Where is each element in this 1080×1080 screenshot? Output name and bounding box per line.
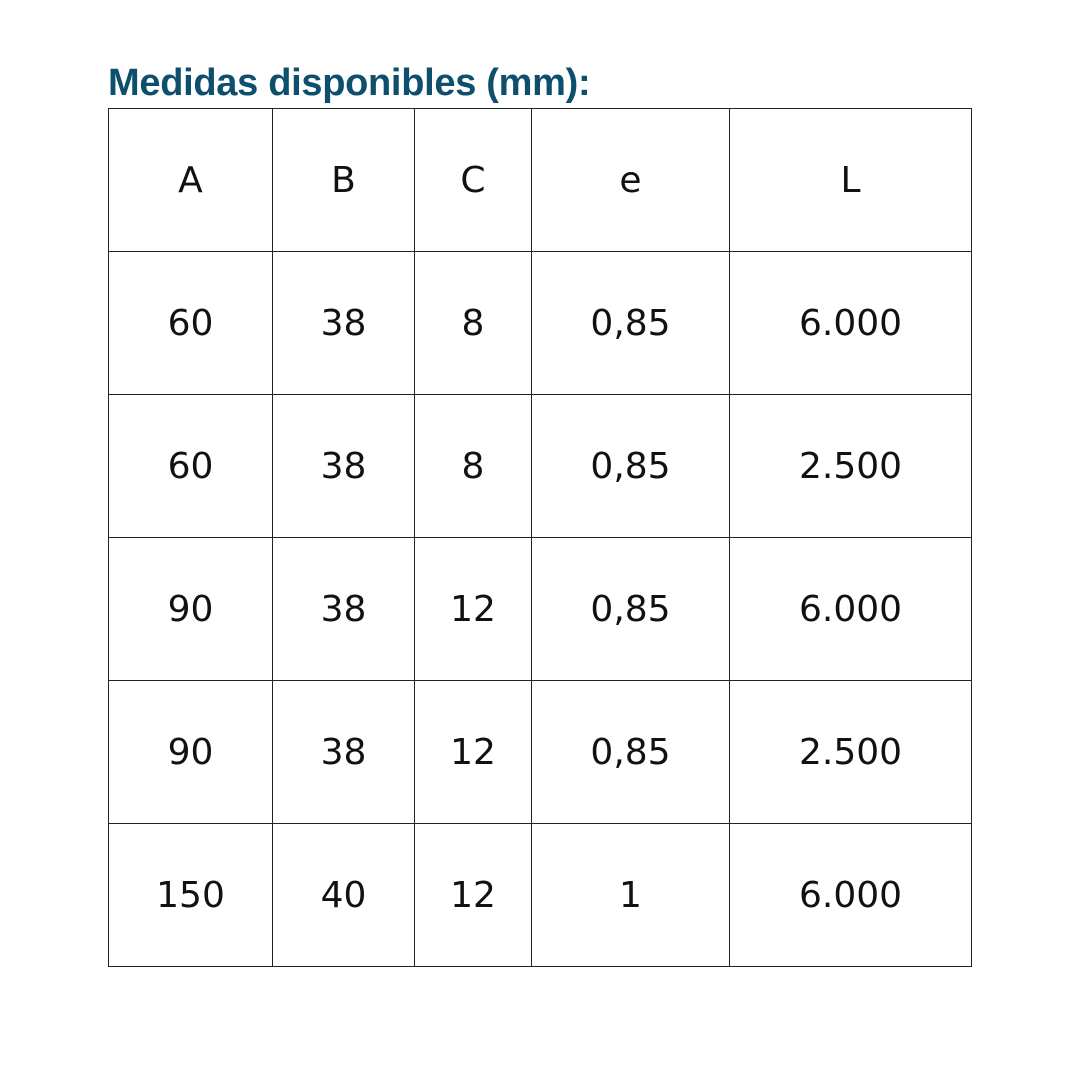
cell-e: 0,85 [532, 538, 730, 681]
table-row [109, 252, 972, 395]
table-row [109, 681, 972, 824]
cell-c: 12 [415, 681, 532, 824]
cell-c: 12 [415, 538, 532, 681]
dimensions-table [108, 108, 972, 967]
cell-l: 6.000 [730, 824, 972, 967]
cell-b: 38 [273, 395, 415, 538]
cell-c: 8 [415, 252, 532, 395]
table-row [109, 538, 972, 681]
cell-a: 60 [109, 395, 273, 538]
header-c: C [415, 109, 532, 252]
cell-e: 0,85 [532, 681, 730, 824]
cell-c: 8 [415, 395, 532, 538]
cell-a: 60 [109, 252, 273, 395]
cell-e: 0,85 [532, 395, 730, 538]
cell-b: 38 [273, 252, 415, 395]
cell-e: 1 [532, 824, 730, 967]
cell-l: 6.000 [730, 538, 972, 681]
cell-a: 90 [109, 681, 273, 824]
cell-l: 2.500 [730, 395, 972, 538]
table-row [109, 824, 972, 967]
header-e: e [532, 109, 730, 252]
header-l: L [730, 109, 972, 252]
cell-a: 150 [109, 824, 273, 967]
cell-b: 38 [273, 538, 415, 681]
cell-l: 2.500 [730, 681, 972, 824]
cell-e: 0,85 [532, 252, 730, 395]
page-title: Medidas disponibles (mm): [108, 62, 591, 104]
header-a: A [109, 109, 273, 252]
header-b: B [273, 109, 415, 252]
cell-b: 40 [273, 824, 415, 967]
cell-l: 6.000 [730, 252, 972, 395]
cell-a: 90 [109, 538, 273, 681]
cell-b: 38 [273, 681, 415, 824]
table-header-row [109, 109, 972, 252]
table-row [109, 395, 972, 538]
cell-c: 12 [415, 824, 532, 967]
